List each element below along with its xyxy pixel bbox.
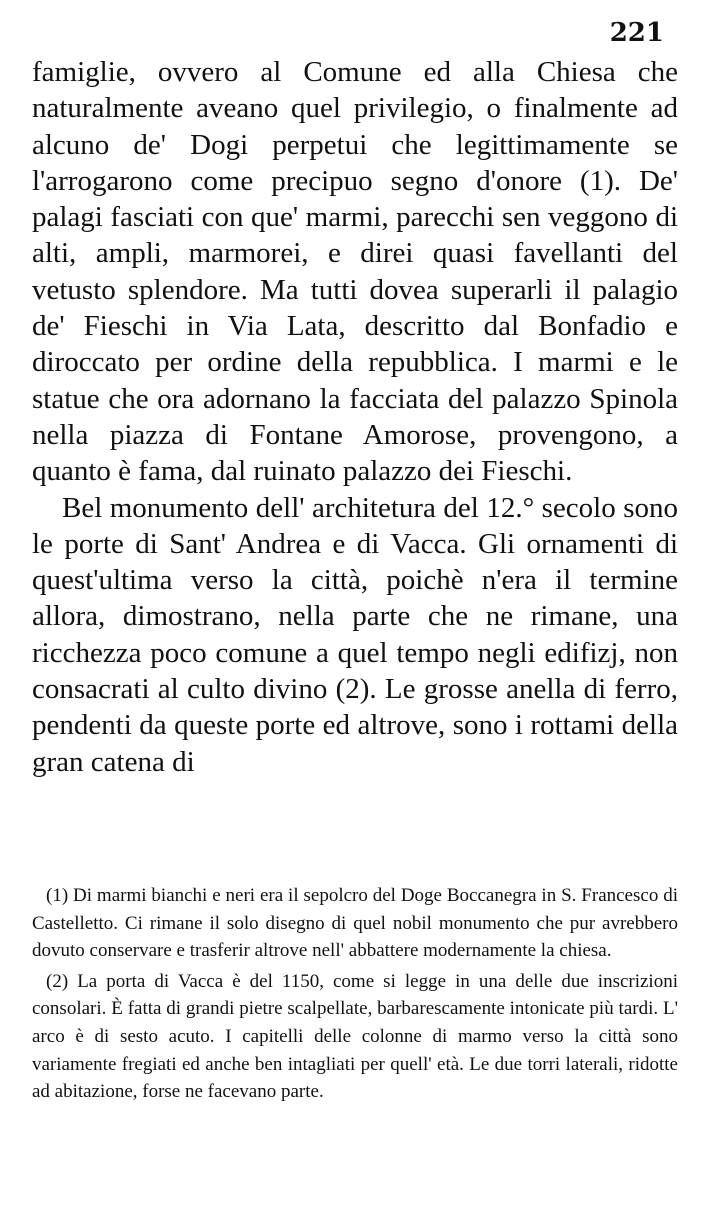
- paragraph-1: famiglie, ovvero al Comune ed alla Chiesa che naturalmente aveano quel privilegio, o finalmente ad alcuno de' Dogi perpetui che legittimamente se l'arrogarono come precipuo segno d'onore (1). De' palagi fasciati con que' marmi, parecchi sen veggono di alti, ampli, marmorei, e direi quasi favellanti del vetusto splendore. Ma tutti dovea superarli il palagio de' Fieschi in Via Lata, descritto dal Bonfadio e diroccato per ordine della repubblica. I marmi e le statue che ora adornano la facciata del palazzo Spinola nella piazza di Fontane Amorose, provengono, a quanto è fama, dal ruinato palazzo dei Fieschi.: [32, 56, 678, 488]
- footnote-1: (1) Di marmi bianchi e neri era il sepolcro del Doge Boccanegra in S. Francesco di Castelletto. Ci rimane il solo disegno di quel nobil monumento che pur avrebbero dovuto conservare e trasferir altrove nell' abbattere modernamente la chiesa.: [32, 885, 678, 962]
- paragraph-2: Bel monumento dell' architetura del 12.° secolo sono le porte di Sant' Andrea e di Vacca. Gli ornamenti di quest'ultima verso la città, poichè n'era il termine allora, dimostrano, nella parte che ne rimane, una ricchezza poco comune a quel tempo negli edifizj, non consacrati al culto divino (2). Le grosse anella di ferro, pendenti da queste porte ed altrove, sono i rottami della gran catena di: [32, 491, 678, 778]
- footnote-2: (2) La porta di Vacca è del 1150, come si legge in una delle due inscrizioni consolari. È fatta di grandi pietre scalpellate, barbarescamente intonicate più tardi. L' arco è di sesto acuto. I capitelli delle colonne di marmo verso la città sono variamente fregiati ed anche ben intagliati per quell' età. Le due torri laterali, ridotte ad abitazione, forse ne facevano parte.: [32, 970, 678, 1103]
- page-number: 221: [609, 18, 664, 48]
- footnotes: [32, 882, 678, 1109]
- main-text: [32, 54, 678, 780]
